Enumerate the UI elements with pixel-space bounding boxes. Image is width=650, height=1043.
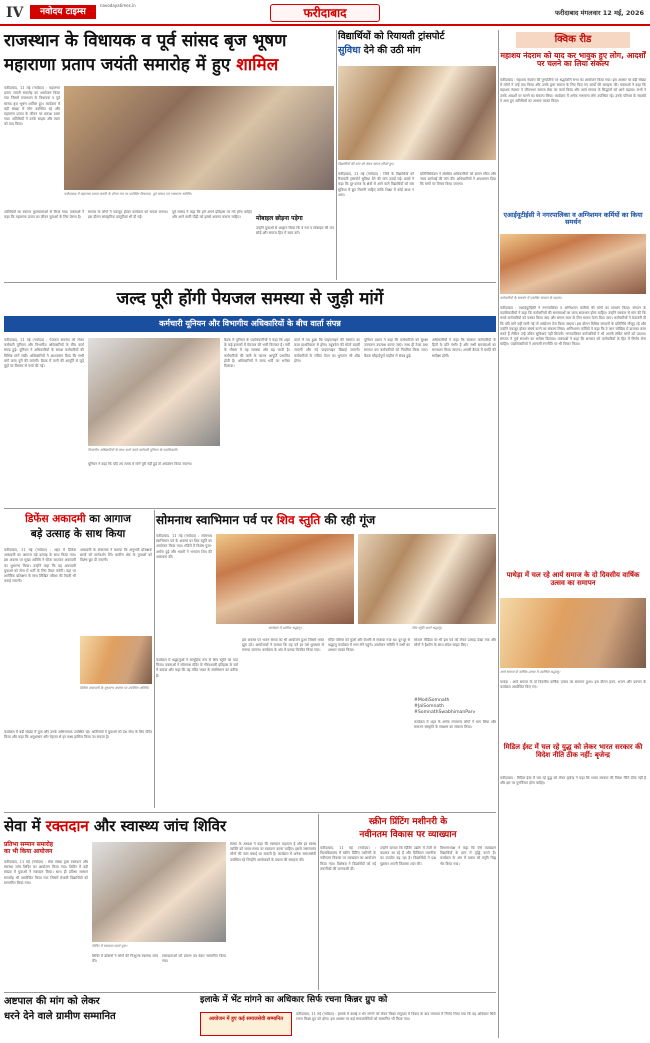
story-blood [4,812,316,992]
column-rule [318,814,319,990]
story-text: फरीदाबाद, 11 मई (नवोदय) : इलाके में बधाई व भेंट मांगने को लेकर किन्नर समुदाय में विवाद के बाद पंचायत में निर्णय लिया गया कि यह अधिकार सिर्फ रचना किन्नर ग्रुप को होगा। इस अवसर पर कई समाजसेवियों को सम्मानित भी किया गया। [296,1012,496,1022]
quick-read-label: क्विक रीड [516,32,630,48]
section-name: फरीदाबाद [270,4,380,22]
hashtag: #ModiSomnath [414,698,450,703]
qr-caption-1: कर्मचारियों के समर्थन में एकत्रित संगठन के सदस्य। [500,296,562,300]
story-text-col-1: फरीदाबाद, 11 मई (नवोदय) : सोमनाथ स्वाभिमान पर्व के अवसर पर शिव स्तुति का आयोजन किया गया। मंदिरों में विशेष पूजा-अर्चना हुई और भक्तों ने भगवान शिव की आराधना की। [156,534,212,559]
headline: अष्टपाल की मांग को लेकर धरने देने वाले ग्रामीण सम्मानित [4,996,116,1022]
hashtags [414,698,496,716]
headline: इलाके में भेंट मांगने का अधिकार सिर्फ रचना किन्नर ग्रुप को [200,995,388,1005]
story-text-col-3: रक्तदाताओं को प्रमाण पत्र देकर सम्मानित किया गया। [162,954,226,964]
story-photo-1 [216,534,354,624]
photo-caption-1: कार्यक्रम में शामिल श्रद्धालु। [268,626,302,630]
photo-caption: विद्यार्थियों की मांग को लेकर ज्ञापन सौंपते हुए। [338,162,395,166]
story-defence [4,508,152,808]
story-text-col-5: उन्होंने युवाओं से आह्वान किया कि वे नशे व मोबाइल की लत छोड़ें और समाज हित में काम करें। [256,226,334,236]
hashtag: #SomnathSwabhimanParv [414,710,476,715]
column-rule [154,510,155,808]
photo-caption: शिविर में रक्तदान करते युवा। [92,944,128,948]
paper-name: नवोदय टाइम्स [30,5,96,19]
subhead: प्रतिभा सम्मान समारोह का भी किया आयोजन [4,841,54,855]
qr-text-3: पाथेड़ा : आर्य समाज के दो दिवसीय वार्षिक उत्सव का समापन हुआ। इस दौरान हवन, भजन और प्रवचन के कार्यक्रम आयोजित किए गए। [500,680,646,690]
dateline: फरीदाबाद मंगलवार 12 मई, 2026 [555,9,644,17]
column-rule [498,30,499,1038]
story-subhead: मोबाइल छोड़ना पड़ेगा [256,215,303,222]
masthead [0,0,650,26]
qr-text-2: फरीदाबाद : एआईयूटीईसी ने नगरपालिका व अग्निशमन कर्मियों की मांगों का समर्थन किया। संगठन के पदाधिकारियों ने कहा कि कर्मचारियों की समस्याओं का जल्द समाधान होना चाहिए। उन्होंने सरकार से मांग की कि कच्चे कर्मचारियों को पक्का किया जाए और समान काम के लिए समान वेतन दिया जाए। कर्मचारियों ने चेतावनी दी कि यदि मांगें नहीं मानी गईं तो आंदोलन तेज किया जाएगा। इस दौरान विभिन्न संगठनों के प्रतिनिधि मौजूद रहे और उन्होंने एकजुट होकर संघर्ष करने का संकल्प लिया। अग्निशमन कर्मियों ने कहा कि वे जान जोखिम में डालकर काम करते हैं लेकिन उन्हें उचित सुविधाएं नहीं मिलतीं। नगरपालिका कर्मचारियों ने भी अपनी लंबित मांगों को उठाया। संगठन ने पूर्ण समर्थन का भरोसा दिलाया। वक्ताओं ने कहा कि सरकार को कर्मचारियों के हित में निर्णय लेना चाहिए। पदाधिकारियों ने आगामी रणनीति पर भी विचार किया। [500,306,646,347]
story-ashtpal [4,992,196,1038]
qr-headline-4: पाथेड़ा में चल रहे आर्य समाज के दो दिवसीय वार्षिक उत्सव का समापन [506,571,640,587]
story-text-col-1: फरीदाबाद, 11 मई (नवोदय) : पेयजल समस्या को लेकर कर्मचारी यूनियन और विभागीय अधिकारियों के बीच वार्ता संपन्न हुई। यूनियन ने अधिकारियों के समक्ष कर्मचारियों की विभिन्न मांगें रखीं। अधिकारियों ने आश्वासन दिया कि सभी मांगें जल्द पूरी की जाएंगी। बैठक में पानी की आपूर्ति से जुड़े मुद्दों पर विस्तार से चर्चा की गई। [4,338,84,369]
qr-text-1: फरीदाबाद : महाशय नंदराम की पुण्यतिथि पर श्रद्धांजलि सभा का आयोजन किया गया। इस अवसर पर बड़ी संख्या में लोगों ने उन्हें याद किया और उनके द्वारा समाज के लिए किए गए कार्यों की सराहना की। वक्ताओं ने कहा कि महाशय नंदराम ने जीवनभर समाज सेवा का कार्य किया और आर्य समाज के सिद्धांतों को आगे बढ़ाया। सभी ने उनके आदर्शों पर चलने का संकल्प लिया। कार्यक्रम में अनेक गणमान्य लोग उपस्थित रहे। उनके परिवार के सदस्यों ने आए हुए अतिथियों का आभार व्यक्त किया। [500,78,646,103]
story-text-col-3: बैठक में यूनियन के पदाधिकारियों ने कहा कि शहर के कई इलाकों में पेयजल की भारी किल्लत है। गर्मी के मौसम में यह समस्या और बढ़ जाती है। कर्मचारियों की कमी के कारण आपूर्ति प्रभावित होती है। अधिकारियों ने जल्द भर्ती का भरोसा दिलाया। [224,338,290,369]
story-text-col-3: कार्यक्रम में बड़ी संख्या में युवा और उनके अभिभावक उपस्थित रहे। अतिथियों ने युवाओं को देश सेवा के लिए प्रेरित किया और कहा कि अनुशासन और मेहनत से हर लक्ष्य हासिल किया जा सकता है। [4,730,152,740]
photo-caption: डिफेंस अकादमी के शुभारंभ अवसर पर उपस्थित अतिथि। [80,686,150,690]
qr-headline-2: एआईयूटीईसी ने नगरपालिका व अग्निशमन कर्मियों का किया समर्थन [503,211,643,227]
story-text-col-6: अधिकारियों ने कहा कि सरकार कर्मचारियों के हितों के प्रति गंभीर है और सभी समस्याओं का समाधान किया जाएगा। अगली बैठक में प्रगति की समीक्षा होगी। [432,338,496,358]
story-text-col-5: यूनियन प्रधान ने कहा कि कर्मचारियों को सुरक्षा उपकरण उपलब्ध कराए जाएं। साथ ही ठेका प्रथा समाप्त कर कर्मचारियों को नियमित किया जाए। बैठक सौहार्दपूर्ण माहौल में संपन्न हुई। [364,338,428,358]
story-photo [64,86,334,190]
headline: स्क्रीन प्रिंटिंग मशीनरी के नवीनतम विकास पर व्याख्यान [359,817,457,840]
photo-caption: विभागीय अधिकारियों के साथ वार्ता करते कर्मचारी यूनियन के पदाधिकारी। [88,448,178,452]
story-text-col-4: मंदिर परिसर को फूलों और रोशनी से सजाया गया था। दूर-दूर से श्रद्धालु कार्यक्रम में भाग लेने पहुंचे। आयोजन समिति ने सभी का आभार व्यक्त किया। [328,638,410,653]
story-photo [92,842,226,942]
qr-headline-5: मिडिल ईस्ट में चल रहे युद्ध को लेकर भारत सरकार की विदेश नीति ठीक नहीं: बृजेन्द्र [503,743,643,759]
photo-caption-2: शिव स्तुति करते श्रद्धालु। [412,626,442,630]
story-text-col-1: फरीदाबाद, 11 मई (नवोदय) : शहर में डिफेंस अकादमी का आगाज बड़े उत्साह के साथ किया गया। इस अवसर पर मुख्य अतिथि ने फीता काटकर अकादमी का शुभारंभ किया। उन्होंने कहा कि यह अकादमी युवाओं को सेना में भर्ती के लिए तैयार करेगी। यहां पर शारीरिक प्रशिक्षण के साथ लिखित परीक्षा की तैयारी भी कराई जाएगी। [4,548,76,584]
story-text-col-4: वार्ता में तय हुआ कि पाइपलाइन की मरम्मत का काम प्राथमिकता से होगा। ट्यूबवेल की मोटरें बदली जाएंगी और नई पाइपलाइन बिछाई जाएगी। कर्मचारियों के लंबित वेतन का भुगतान भी शीघ्र होगा। [294,338,360,363]
story-photo [88,338,220,446]
section-rule [4,282,496,283]
qr-caption-2: आर्य समाज के वार्षिक उत्सव में उपस्थित श्रद्धालु। [500,670,561,674]
story-text-col-4: पूर्व सांसद ने कहा कि हमें अपने इतिहास पर गर्व होना चाहिए और आने वाली पीढ़ी को इससे अवगत कराना चाहिए। [172,210,252,220]
story-rajasthan [4,30,334,280]
story-text-col-3: विभागाध्यक्ष ने कहा कि ऐसे व्याख्यान विद्यार्थियों के ज्ञान में वृद्धि करते हैं। कार्यक्रम के अंत में वक्ता को स्मृति चिह्न भेंट किया गया। [440,846,496,866]
headline: राजस्थान के विधायक व पूर्व सांसद बृज भूषण महाराणा प्रताप जयंती समारोह में हुए शामिल [4,31,287,75]
headline: सेवा में रक्तदान और स्वास्थ्य जांच शिविर [4,817,227,835]
headline: डिफेंस अकादमी का आगाज बड़े उत्साह के साथ किया [25,513,131,540]
story-photo [338,66,496,160]
story-students [338,30,496,280]
hashtag: #JaiSomnath [414,704,444,709]
qr-photo-2 [500,598,646,668]
masthead-rule [0,24,650,26]
story-text-col-2: यूनियन ने कहा कि यदि तय समय में मांगें पूरी नहीं हुईं तो आंदोलन किया जाएगा। [88,462,192,466]
story-text-col-2: शिविर में डॉक्टरों ने लोगों की निःशुल्क स्वास्थ्य जांच की। [92,954,158,964]
headline: सोमनाथ स्वाभिमान पर्व पर शिव स्तुति की रही गूंज [156,513,376,527]
story-text-col-2: कार्यक्रम में श्रद्धालुओं ने सामूहिक रूप से शिव स्तुति का पाठ किया। वक्ताओं ने सोमनाथ मंदिर के गौरवशाली इतिहास के बारे में बताया और कहा कि यह मंदिर भारत के स्वाभिमान का प्रतीक है। [156,658,238,678]
column-rule [336,30,337,280]
story-text-col-4: संस्था के अध्यक्ष ने कहा कि रक्तदान महादान है और हर स्वस्थ व्यक्ति को समय-समय पर रक्तदान करना चाहिए। इससे जरूरतमंद लोगों की जान बचाई जा सकती है। कार्यक्रम में अनेक समाजसेवी उपस्थित रहे जिन्होंने आयोजकों के प्रयास की सराहना की। [230,842,316,862]
story-text-col-1: फरीदाबाद, 11 मई (नवोदय) : महाराणा प्रताप जयंती समारोह का आयोजन किया गया जिसमें राजस्थान के विधायक व पूर्व सांसद बृज भूषण शामिल हुए। कार्यक्रम में बड़ी संख्या में लोग उपस्थित रहे और महाराणा प्रताप के जीवन पर प्रकाश डाला गया। अतिथियों ने उनके साहस और त्याग को याद किया। [4,86,60,127]
story-text-col-2: उन्होंने बताया कि प्रिंटिंग उद्योग में तेजी से बदलाव आ रहे हैं और डिजिटल तकनीक का उपयोग बढ़ रहा है। विद्यार्थियों ने प्रश्न पूछकर अपनी जिज्ञासा शांत की। [380,846,436,866]
story-text-col-6: कार्यक्रम में शहर के अनेक गणमान्य लोगों ने भाग लिया और सनातन संस्कृति के संरक्षण का संकल्प लिया। [414,720,496,730]
story-kinnar [200,992,496,1038]
story-text-col-1: फरीदाबाद, 11 मई (नवोदय) : विश्वविद्यालय में स्क्रीन प्रिंटिंग मशीनरी के नवीनतम विकास पर व्याख्यान का आयोजन किया गया। विशेषज्ञ ने विद्यार्थियों को नई तकनीकों की जानकारी दी। [320,846,376,871]
story-text-col-2: प्रतिनिधिमंडल ने संबंधित अधिकारियों को ज्ञापन सौंपा और जल्द कार्रवाई की मांग की। अधिकारियों ने आश्वासन दिया कि मांगों पर विचार किया जाएगा। [420,172,496,187]
story-text-col-3: समाज के लोगों ने एकजुट होकर कार्यक्रम को सफल बनाया। इस दौरान सांस्कृतिक प्रस्तुतियां भी दी गईं। [88,210,168,220]
banner: कर्मचारी यूनियन और विभागीय अधिकारियों के बीच वार्ता संपन्न [4,316,496,332]
story-screen [320,812,496,992]
headline: विद्यार्थियों को रियायती ट्रांसपोर्ट सुविधा देने की उठी मांग [338,31,445,57]
photo-caption: फरीदाबाद में महाराणा प्रताप जयंती के दौरान मंच पर उपस्थित विधायक, पूर्व सांसद एवं गणमान्य अतिथि। [64,192,192,196]
qr-headline-1: महाशय नंदराम को याद कर भावुक हुए लोग, आदर्शों पर चलने का लिया संकल्प [500,51,646,69]
story-text-col-3: इस अवसर पर भजन संध्या का भी आयोजन हुआ जिसमें भक्त झूम उठे। आयोजकों ने बताया कि यह पर्व हर वर्ष धूमधाम से मनाया जाएगा। कार्यक्रम के अंत में प्रसाद वितरित किया गया। [242,638,324,653]
qr-text-4: फरीदाबाद : मिडिल ईस्ट में चल रहे युद्ध को लेकर बृजेन्द्र ने कहा कि भारत सरकार की विदेश नीति ठीक नहीं है और इस पर पुनर्विचार होना चाहिए। [500,776,646,786]
quick-read-column [500,30,646,830]
story-text-col-2: अकादमी के संचालक ने बताया कि अनुभवी प्रशिक्षक छात्रों को मार्गदर्शन देंगे। ग्रामीण क्षेत्र के युवाओं को विशेष छूट दी जाएगी। [80,548,152,563]
story-water [4,282,496,502]
qr-photo-1 [500,234,646,294]
story-text-col-2: अतिथियों का स्वागत फूलमालाओं से किया गया। वक्ताओं ने कहा कि महाराणा प्रताप का जीवन युवाओं के लिए प्रेरणा है। [4,210,84,220]
info-box: आयोजन में हुए कई समाजसेवी सम्मानित [200,1012,292,1036]
headline: जल्द पूरी होंगी पेयजल समस्या से जुड़ी मांगें [116,289,384,309]
paper-url: navodayatimes.in [100,3,136,8]
story-text-col-5: सोशल मीडिया पर भी इस पर्व को लेकर उत्साह देखा गया और लोगों ने हैशटैग के साथ संदेश साझा किए। [414,638,496,648]
story-text-col-1: फरीदाबाद, 11 मई (नवोदय) : जिले के विद्यार्थियों को रियायती ट्रांसपोर्ट सुविधा देने की मांग उठाई गई। छात्रों ने कहा कि दूर-दराज के क्षेत्रों से आने वाले विद्यार्थियों को बस सुविधा में छूट मिलनी चाहिए ताकि शिक्षा में कोई बाधा न आए। [338,172,414,197]
story-somnath [156,508,496,808]
story-photo [80,636,152,684]
story-text-col-1: फरीदाबाद, 11 मई (नवोदय) : सेवा संस्था द्वारा रक्तदान और स्वास्थ्य जांच शिविर का आयोजन किया गया। शिविर में बड़ी संख्या में युवाओं ने रक्तदान किया। साथ ही प्रतिभा सम्मान समारोह भी आयोजित किया गया जिसमें मेधावी विद्यार्थियों को सम्मानित किया गया। [4,860,88,885]
story-photo-2 [358,534,496,624]
page-number: IV [6,5,24,21]
